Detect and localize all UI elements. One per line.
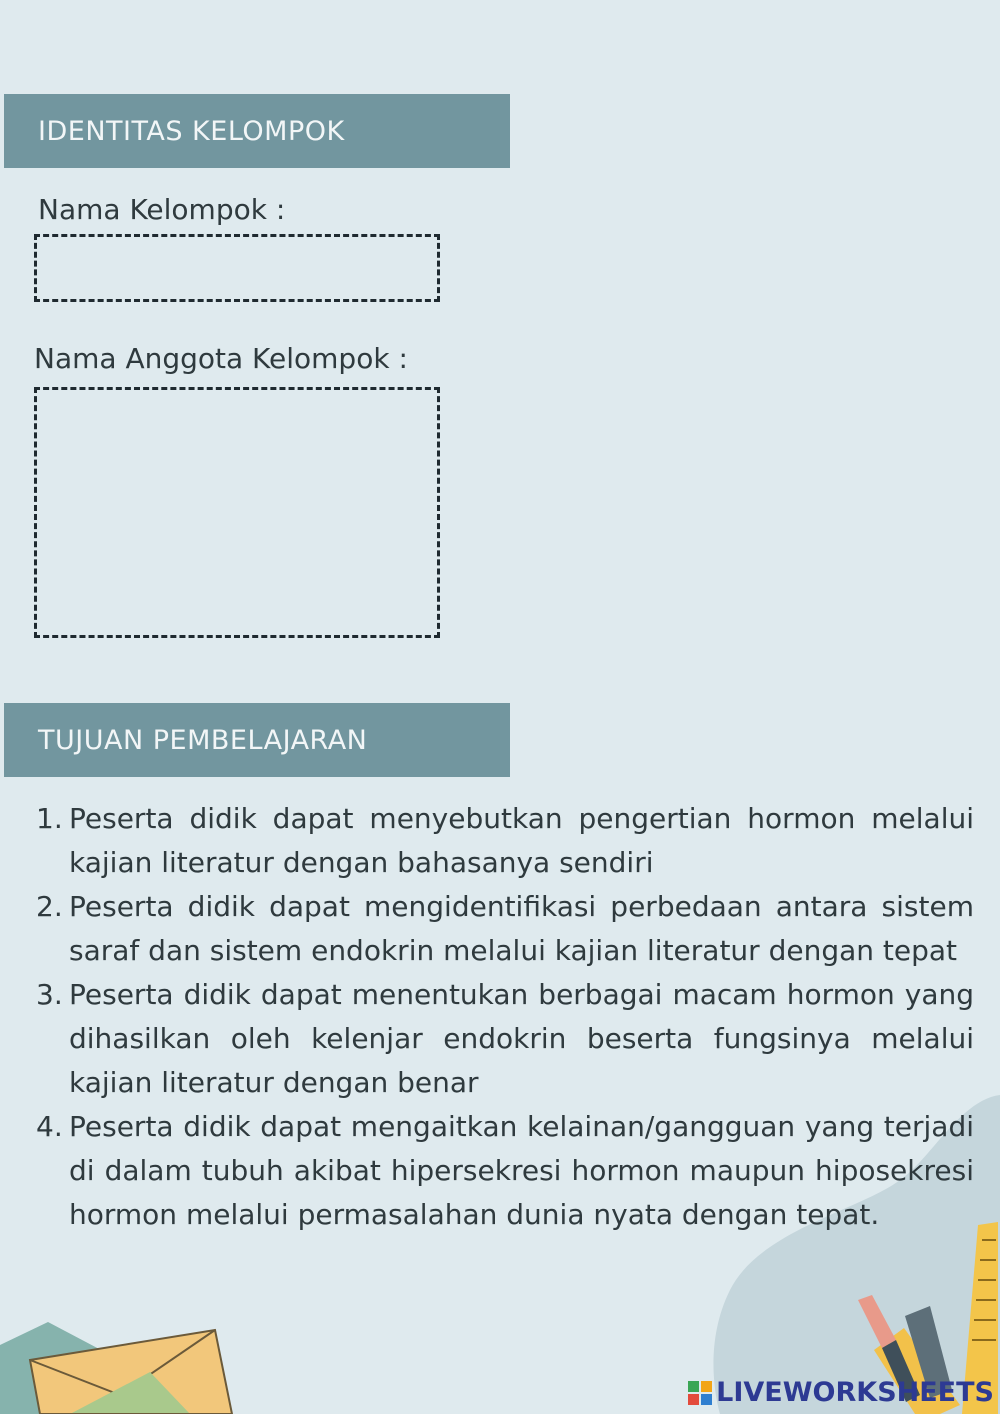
identitas-kelompok-title: IDENTITAS KELOMPOK: [38, 115, 345, 147]
nama-kelompok-label: Nama Kelompok :: [38, 193, 286, 226]
liveworksheets-logo[interactable]: [688, 1377, 994, 1408]
objective-text: Peserta didik dapat menyebutkan pengertian hormon melalui kajian literatur dengan bahasanya sendiri: [69, 802, 974, 879]
identitas-kelompok-banner: [4, 94, 510, 168]
nama-anggota-input-box[interactable]: [34, 387, 440, 638]
tujuan-pembelajaran-banner: [4, 703, 510, 777]
objective-item: [36, 885, 974, 973]
tujuan-pembelajaran-title: TUJUAN PEMBELAJARAN: [38, 724, 368, 756]
objective-item: [36, 797, 974, 885]
objective-number: 3.: [36, 978, 63, 1011]
nama-anggota-label: Nama Anggota Kelompok :: [34, 342, 408, 375]
objective-number: 2.: [36, 890, 63, 923]
objective-text: Peserta didik dapat mengidentifikasi perbedaan antara sistem saraf dan sistem endokrin melalui kajian literatur dengan tepat: [69, 890, 974, 967]
objective-text: Peserta didik dapat menentukan berbagai macam hormon yang dihasilkan oleh kelenjar endokrin beserta fungsinya melalui kajian literatur dengan benar: [69, 978, 974, 1099]
objectives-list: [36, 797, 974, 1237]
objective-item: [36, 1105, 974, 1237]
objective-text: Peserta didik dapat mengaitkan kelainan/gangguan yang terjadi di dalam tubuh akibat hipersekresi hormon maupun hiposekresi hormon melalui permasalahan dunia nyata dengan tepat.: [69, 1110, 974, 1231]
objective-number: 1.: [36, 802, 63, 835]
liveworksheets-logo-icon: [688, 1381, 712, 1405]
objective-item: [36, 973, 974, 1105]
objective-number: 4.: [36, 1110, 63, 1143]
nama-kelompok-input-box[interactable]: [34, 234, 440, 302]
liveworksheets-logo-text: LIVEWORKSHEETS: [716, 1377, 994, 1408]
